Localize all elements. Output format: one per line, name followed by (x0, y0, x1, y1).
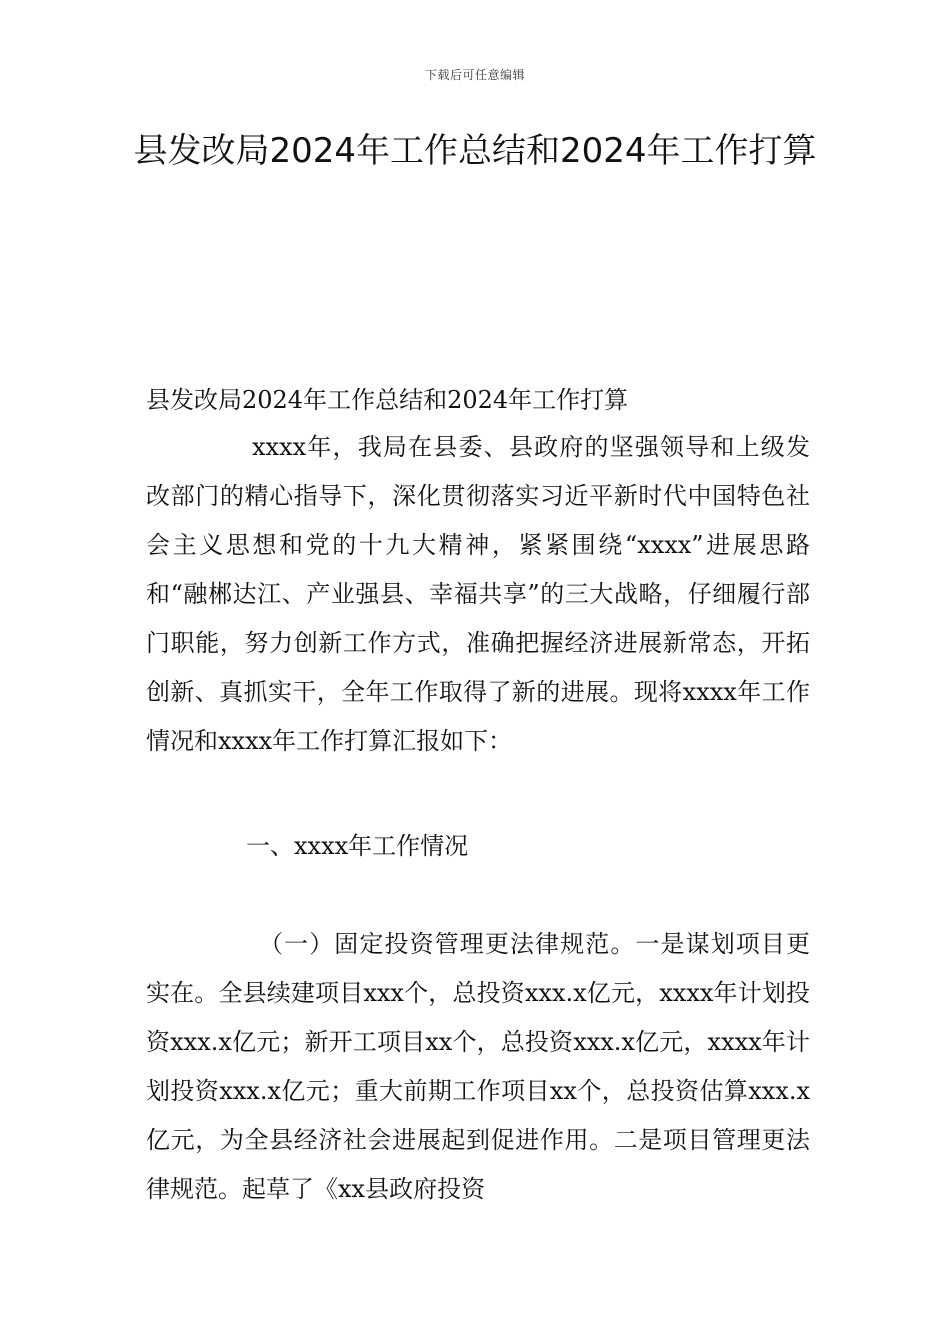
document-subtitle: 县发改局2024年工作总结和2024年工作打算 (146, 386, 629, 414)
document-title: 县发改局2024年工作总结和2024年工作打算 (133, 131, 817, 171)
intro-paragraph: xxxx年，我局在县委、县政府的坚强领导和上级发改部门的精心指导下，深化贯彻落实习近平新时代中国特色社会主义思想和党的十九大精神，紧紧围绕“xxxx”进展思路和“融郴达江、产业强县、幸福共享”的三大战略，仔细履行部门职能，努力创新工作方式，准确把握经济进展新常态，开拓创新、真抓实干，全年工作取得了新的进展。现将xxxx年工作情况和xxxx年工作打算汇报如下： (146, 433, 810, 755)
page-header-note: 下载后可任意编辑 (424, 68, 525, 82)
section-heading: 一、xxxx年工作情况 (246, 832, 469, 860)
section-paragraph: （一）固定投资管理更法律规范。一是谋划项目更实在。全县续建项目xxx个，总投资xxx.x亿元，xxxx年计划投资xxx.x亿元；新开工项目xx个，总投资xxx.x亿元，xxxx年计划投资xxx.x亿元；重大前期工作项目xx个，总投资估算xxx.x亿元，为全县经济社会进展起到促进作用。二是项目管理更法律规范。起草了《xx县政府投资 (146, 930, 810, 1203)
